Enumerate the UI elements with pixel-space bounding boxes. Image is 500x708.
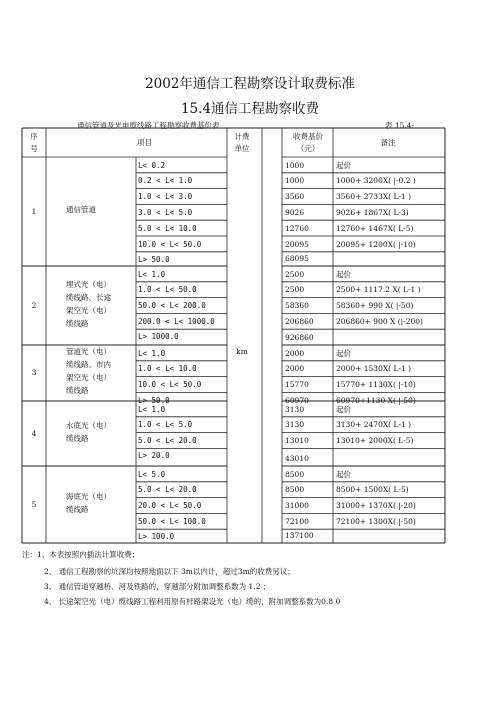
- group-seq: 3: [31, 368, 37, 377]
- group-name-line: 缆线路、长途: [66, 292, 111, 302]
- remark-cell: 起价: [336, 348, 351, 358]
- group-name-line: 海底光（电）: [66, 491, 111, 501]
- group-name-line: 架空光（电）: [66, 305, 111, 315]
- price-cell: 926860: [285, 333, 314, 342]
- price-cell: 58360: [285, 301, 309, 311]
- range-cell: 1.0 < L< 3.0: [138, 192, 193, 202]
- header-remark: 备注: [380, 138, 396, 147]
- range-cell: 20.0 < L< 50.0: [138, 501, 202, 511]
- header-unit-1: 计费: [234, 132, 250, 141]
- group-name-line: 缆线路、市内: [66, 360, 111, 369]
- range-cell: L> 1000.0: [138, 332, 179, 342]
- range-cell: L< 0.2: [138, 160, 166, 170]
- header-seq-1: 序: [30, 132, 38, 141]
- range-cell: 5.0 < L< 10.0: [138, 223, 197, 233]
- remark-cell: 起价: [336, 404, 351, 414]
- price-cell: 3130: [285, 404, 305, 414]
- group-seq: 4: [31, 428, 37, 438]
- remark-cell: 13010+ 2000X( L-5): [336, 436, 414, 446]
- price-cell: 3130: [285, 420, 305, 430]
- table-number: 表 15.4-: [385, 121, 415, 130]
- group-name-line: 缆线路: [66, 433, 89, 443]
- document-title: 2002年通信工程勘察设计取费标准: [145, 76, 355, 92]
- header-price-1: 收费基价: [293, 132, 323, 141]
- unit-km: km: [236, 347, 248, 356]
- group-seq: 1: [31, 206, 37, 216]
- remark-cell: 12760+ 1467X( L-5): [336, 223, 414, 233]
- price-cell: 68095: [285, 254, 309, 263]
- remark-cell: 15770+ 1130X( |-10): [336, 380, 416, 390]
- range-cell: L< 1.0: [138, 348, 166, 358]
- remark-cell: 2000+ 1530X( L-1 ): [336, 364, 412, 374]
- section-title: 15.4通信工程勘察收费: [180, 101, 320, 117]
- range-cell: 1.0 < L< 10.0: [138, 364, 197, 374]
- price-cell: 15770: [285, 380, 309, 390]
- price-cell: 13010: [285, 436, 309, 446]
- price-cell: 137100: [285, 531, 314, 540]
- remark-cell: 31000+ 1370X( |-20): [336, 501, 416, 511]
- group-name-line: 埋式光（电）: [66, 279, 111, 289]
- remark-cell: 72100+ 1300X( |-50): [336, 516, 416, 526]
- price-cell: 2500: [285, 269, 305, 279]
- note-line: 3、 通信管道穿越桥、河及铁路的，穿越部分附加调整系数为 1.2 ；: [44, 582, 271, 591]
- header-seq-2: 号: [30, 144, 38, 153]
- group-name-line: 管道光（电）: [66, 347, 111, 356]
- range-cell: L> 100.0: [138, 532, 175, 542]
- group-name-line: 通信管道: [66, 205, 96, 214]
- price-cell: 9026: [285, 207, 305, 217]
- range-cell: 5.0 < L< 20.0: [138, 436, 197, 446]
- header-item: 项目: [137, 138, 152, 147]
- price-cell: 1000: [285, 160, 305, 170]
- range-cell: 10.0 < L< 50.0: [138, 239, 202, 249]
- remark-cell: 3560+ 2733X( L-1 ): [336, 192, 412, 202]
- header-price-2: （元）: [296, 144, 320, 153]
- range-cell: L< 5.0: [138, 469, 166, 479]
- remark-cell: 起价: [336, 469, 351, 479]
- remark-cell: 20095+ 1200X( |-10): [336, 239, 416, 249]
- range-cell: 5.0 < L< 20.0: [138, 485, 197, 495]
- range-cell: L> 50.0: [138, 254, 170, 264]
- note-line: 注：1、本表按照内插法计算收费；: [22, 550, 140, 559]
- remark-cell: 60970+1130 X( |-50): [336, 395, 416, 405]
- price-cell: 3560: [285, 192, 305, 202]
- range-cell: 1.0 < L< 5.0: [138, 420, 193, 430]
- price-cell: 60970: [285, 395, 309, 405]
- remark-cell: 起价: [336, 269, 351, 279]
- table-caption: 通信管道及光电缆线路工程勘察收费基价表: [77, 121, 220, 130]
- price-cell: 43010: [285, 454, 309, 463]
- remark-cell: 8500+ 1500X( L-5): [336, 485, 409, 495]
- price-cell: 2000: [285, 348, 305, 358]
- price-cell: 2000: [285, 364, 305, 374]
- group-name-line: 水底光（电）: [66, 420, 111, 430]
- header-unit-2: 单位: [234, 144, 250, 153]
- group-name-line: 缆线路: [66, 504, 89, 514]
- remark-cell: 9026+ 1867X( L-3): [336, 207, 409, 217]
- range-cell: L< 1.0: [138, 269, 166, 279]
- range-cell: 50.0 < L< 100.0: [138, 516, 206, 526]
- price-cell: 12760: [285, 223, 309, 233]
- range-cell: 0.2 < L< 1.0: [138, 176, 193, 186]
- note-line: 2、 通信工程勘察的坑深均按照地面以下 3m以内计，超过3m的收费另议；: [44, 567, 295, 576]
- group-name-line: 架空光（电）: [66, 373, 111, 382]
- range-cell: 200.0 < L< 1000.0: [138, 316, 215, 326]
- range-cell: L> 20.0: [138, 451, 170, 461]
- price-cell: 20095: [285, 239, 309, 249]
- range-cell: L> 50.0: [138, 395, 170, 405]
- price-cell: 206860: [285, 316, 314, 326]
- range-cell: L< 1.0: [138, 404, 166, 414]
- price-cell: 2500: [285, 285, 305, 295]
- price-cell: 72100: [285, 516, 309, 526]
- price-cell: 8500: [285, 485, 305, 495]
- remark-cell: 2500+ 1117.2 X( L-1 ): [336, 285, 421, 295]
- note-line: 4、 长途架空光（电）缆线路工程利用原有杆路架设光（电）缆的，附加调整系数为0.8 0: [44, 597, 341, 606]
- remark-cell: 起价: [336, 160, 351, 170]
- price-cell: 8500: [285, 469, 305, 479]
- price-cell: 1000: [285, 176, 305, 186]
- group-seq: 5: [31, 499, 37, 509]
- remark-cell: 3130+ 2470X( L-1 ): [336, 420, 412, 430]
- remark-cell: 206860+ 900 X (|-200): [336, 316, 423, 326]
- group-seq: 2: [31, 300, 37, 310]
- range-cell: 1.0 < L< 50.0: [138, 285, 197, 295]
- group-name-line: 缆线路: [66, 318, 89, 328]
- price-cell: 31000: [285, 501, 309, 511]
- range-cell: 3.0 < L< 5.0: [138, 207, 193, 217]
- remark-cell: 58360+ 990 X( |-50): [336, 301, 414, 311]
- range-cell: 50.0 < L< 200.0: [138, 301, 206, 311]
- range-cell: 10.0 < L< 50.0: [138, 380, 202, 390]
- group-name-line: 缆线路: [66, 386, 89, 395]
- remark-cell: 1000+ 3200X( |-0.2 ): [336, 176, 416, 186]
